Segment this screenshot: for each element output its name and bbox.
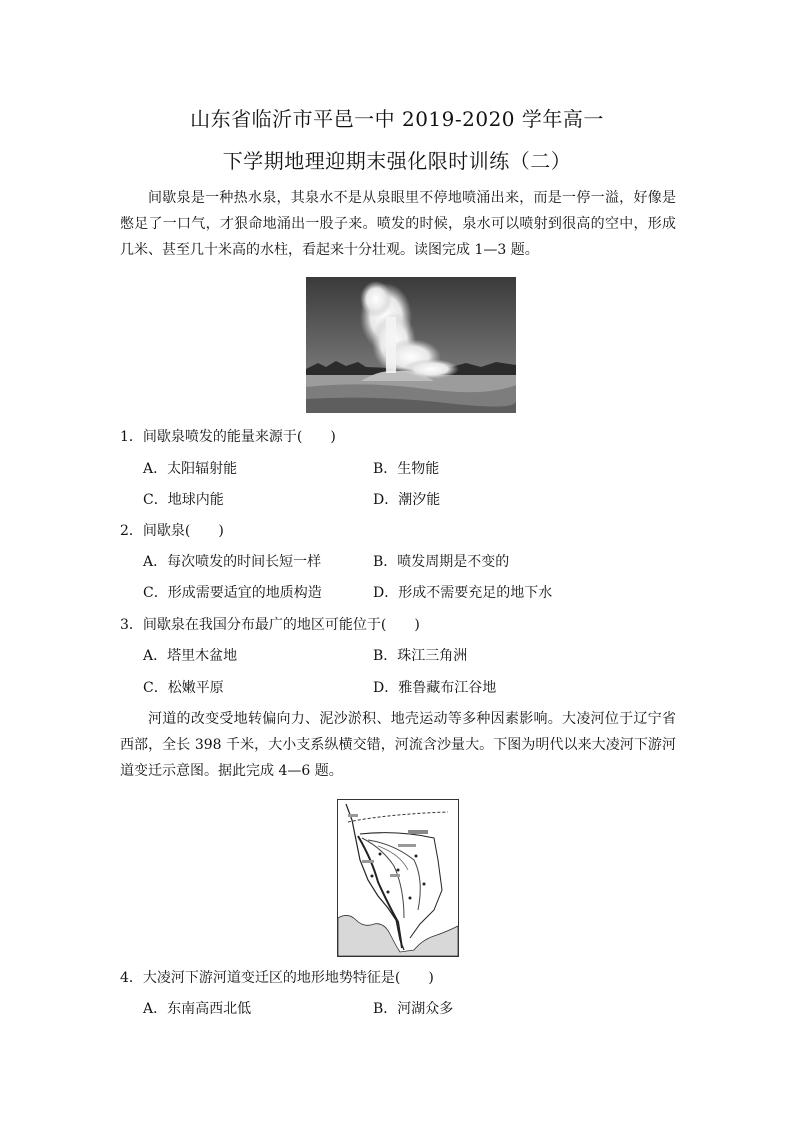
question-3-option-d: D．雅鲁藏布江谷地 (373, 680, 497, 696)
question-4-option-a: A．东南高西北低 (143, 1001, 252, 1017)
page-title-line2: 下学期地理迎期末强化限时训练（二） (222, 149, 572, 173)
question-3-option-b: B．珠江三角洲 (373, 648, 468, 664)
geyser-photo (306, 277, 516, 413)
question-2-option-c: C．形成需要适宜的地质构造 (143, 585, 322, 601)
question-1-option-d: D．潮汐能 (373, 492, 441, 508)
question-1-option-b: B．生物能 (373, 461, 440, 477)
question-1-option-a: A．太阳辐射能 (143, 461, 238, 477)
question-2-option-d: D．形成不需要充足的地下水 (373, 585, 553, 601)
question-3-option-a: A．塔里木盆地 (143, 648, 238, 664)
question-4-option-b: B．河湖众多 (373, 1001, 454, 1017)
question-1-option-c: C．地球内能 (143, 492, 224, 508)
intro-passage-daling-river: 河道的改变受地转偏向力、泥沙淤积、地壳运动等多种因素影响。大凌河位于辽宁省西部，全长 398 千米，大小支系纵横交错，河流含沙量大。下图为明代以来大凌河下游河道变迁示意图。据此完成 4—6 题。 (120, 711, 676, 779)
question-1-stem: 1．间歇泉喷发的能量来源于( ) (120, 429, 336, 445)
question-2-stem: 2．间歇泉( ) (120, 523, 224, 539)
question-3-option-c: C．松嫩平原 (143, 680, 224, 696)
page-title-line1: 山东省临沂市平邑一中 2019-2020 学年高一 (190, 107, 604, 131)
intro-passage-geyser: 间歇泉是一种热水泉，其泉水不是从泉眼里不停地喷涌出来，而是一停一溢，好像是憋足了一口气，才狠命地涌出一股子来。喷发的时候，泉水可以喷射到很高的空中，形成几米、甚至几十米高的水柱，看起来十分壮观。读图完成 1—3 题。 (120, 190, 676, 258)
question-2-option-a: A．每次喷发的时间长短一样 (143, 554, 322, 570)
river-channel-map (337, 799, 459, 957)
question-3-stem: 3．间歇泉在我国分布最广的地区可能位于( ) (120, 617, 420, 633)
question-2-option-b: B．喷发周期是不变的 (373, 554, 510, 570)
question-4-stem: 4．大凌河下游河道变迁区的地形地势特征是( ) (120, 970, 434, 986)
